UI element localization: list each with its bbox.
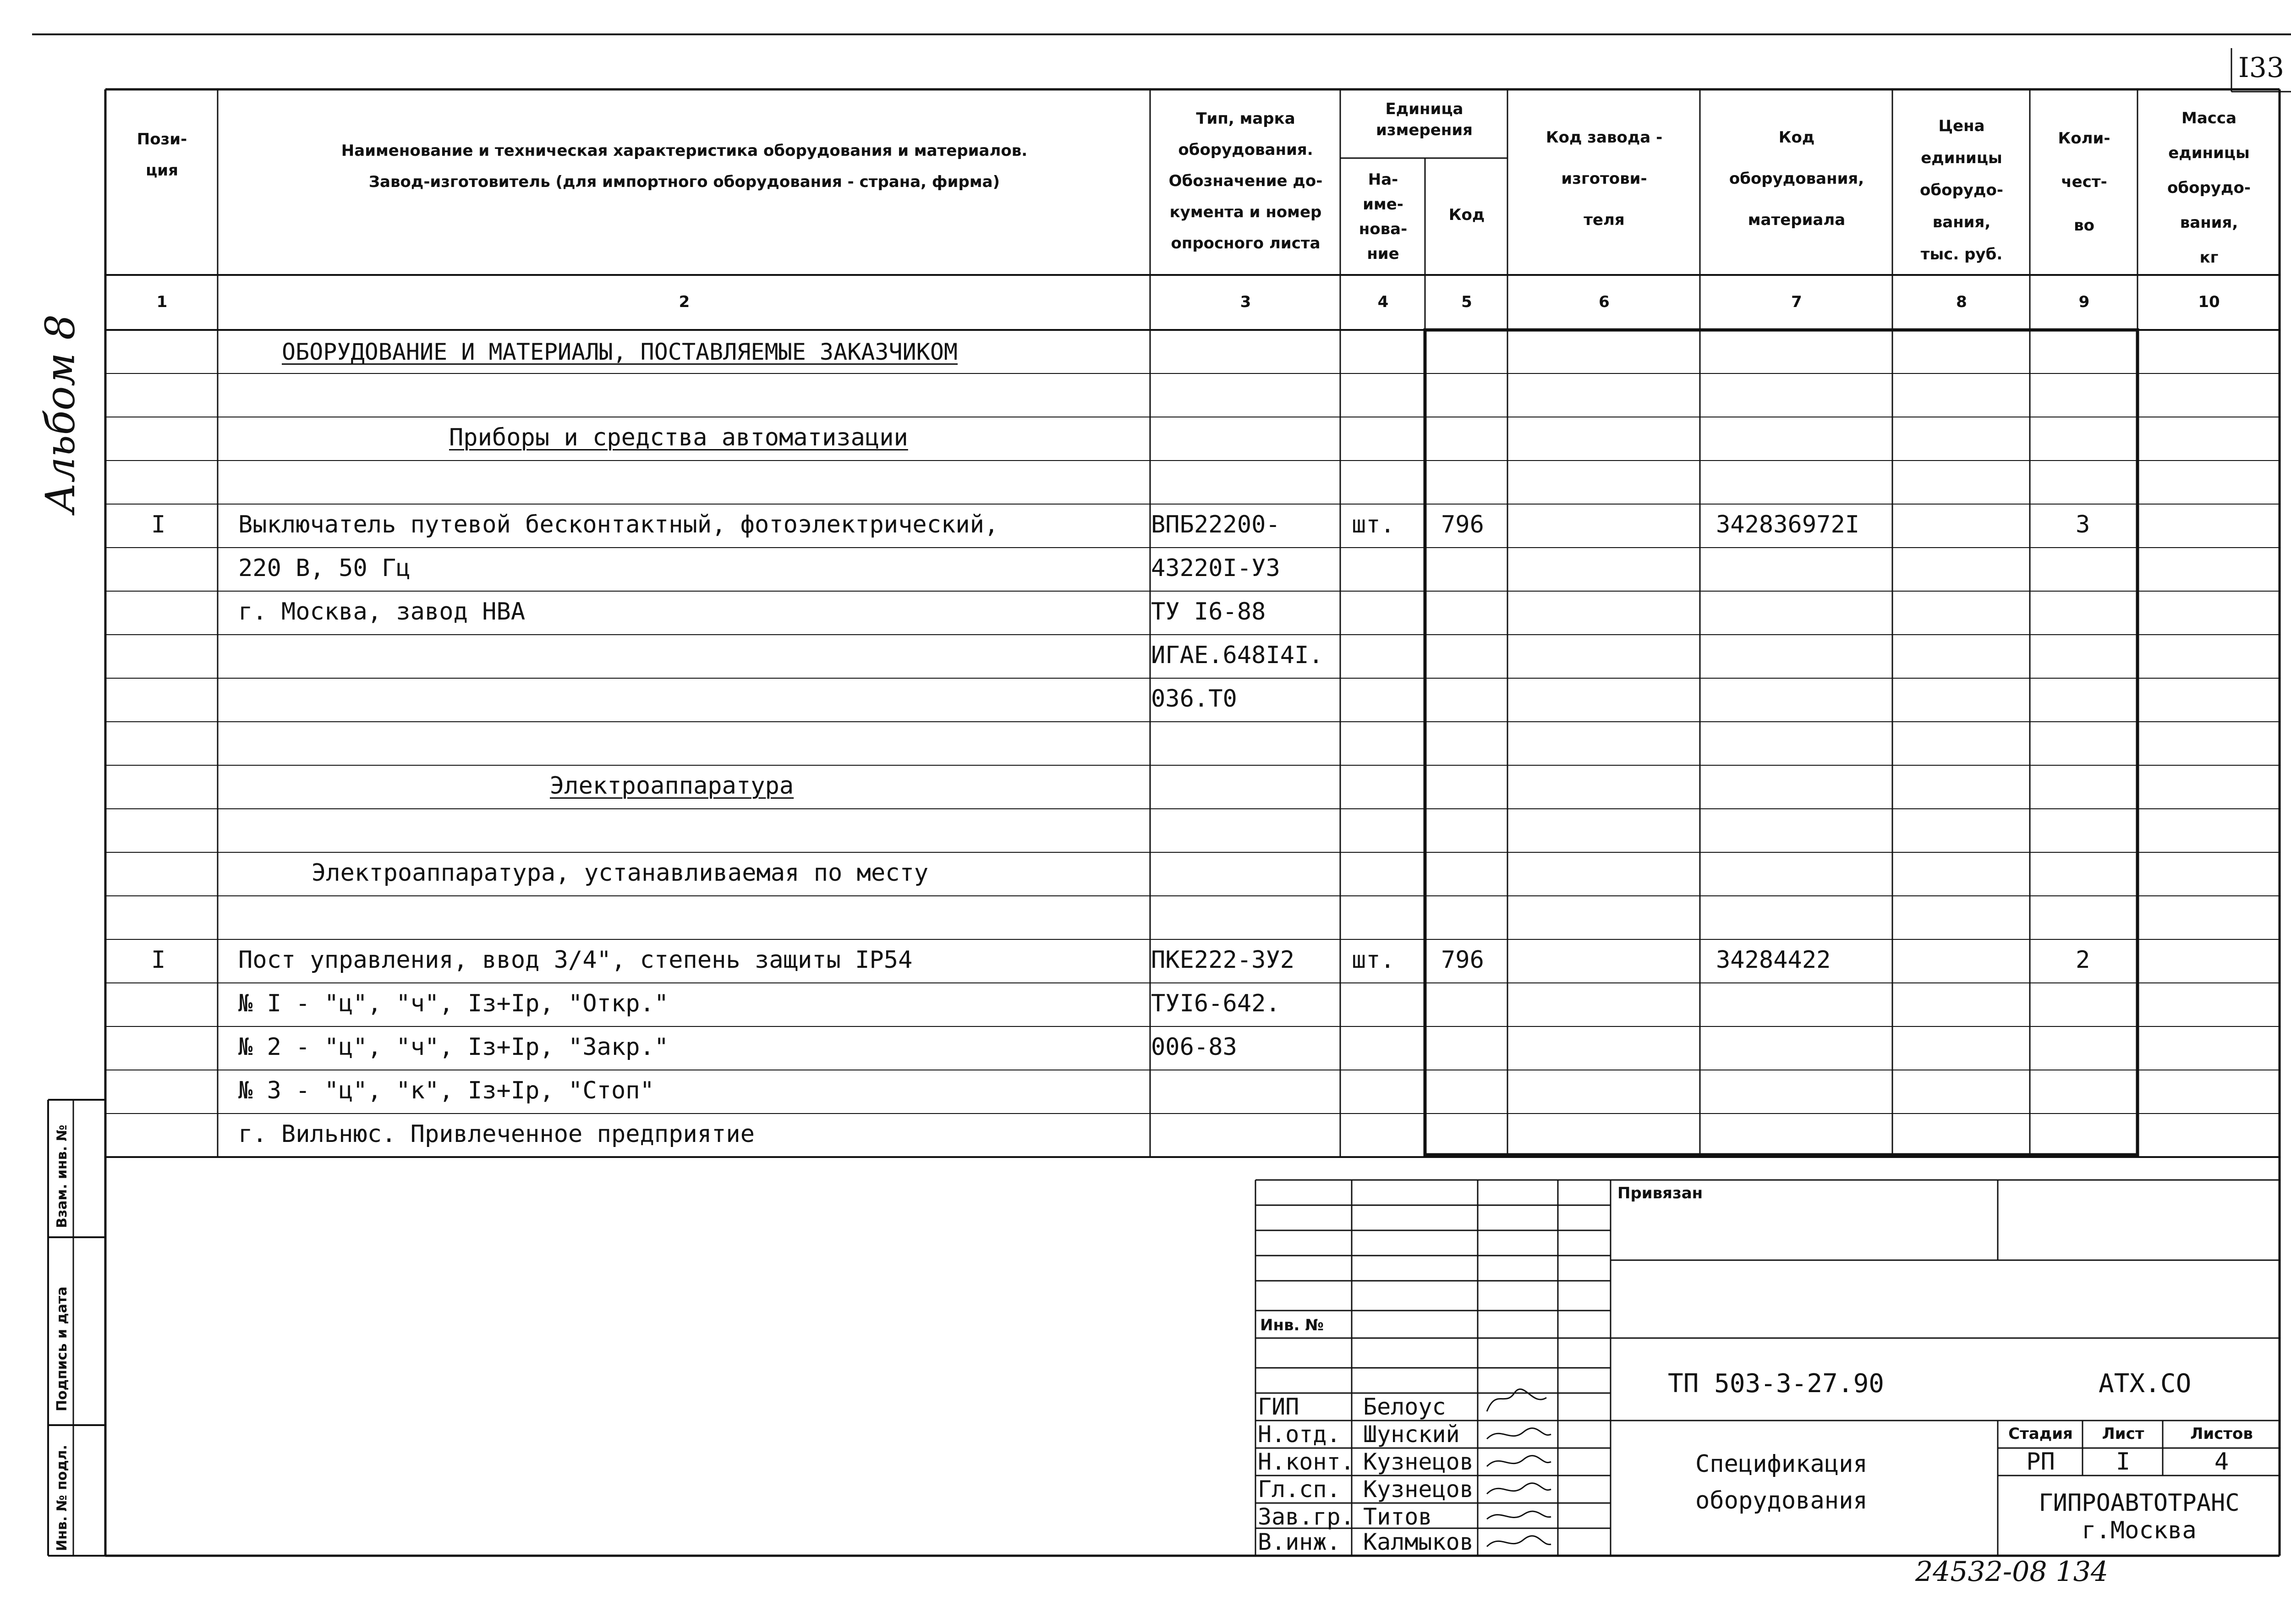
- stamp-name: Кузнецов: [1363, 1448, 1474, 1475]
- item1-type-line: 036.Т0: [1151, 685, 1237, 713]
- section-title-electro-local: Электроаппаратура, устанавливаемая по месту: [312, 859, 929, 887]
- stamp-doc-suffix: АТХ.СО: [2099, 1369, 2192, 1399]
- signature-mark: [1487, 1456, 1551, 1466]
- stamp-name: Титов: [1363, 1503, 1432, 1530]
- item1-name-line: 220 В, 50 Гц: [238, 554, 411, 582]
- item1-name-line: г. Москва, завод НВА: [238, 598, 526, 625]
- item2-type-line: ПКЕ222-3У2: [1151, 946, 1295, 974]
- item2-quantity: 2: [2076, 946, 2090, 974]
- side-stamp-inv-original: Инв. № подл.: [54, 1444, 70, 1551]
- stamp-role: В.инж.: [1258, 1529, 1341, 1555]
- col-number: 4: [1377, 293, 1389, 311]
- col10-header: Масса единицы оборудо- вания, кг: [2167, 109, 2251, 267]
- col-number: 8: [1956, 293, 1967, 311]
- col-number: 2: [679, 293, 690, 311]
- col4-header: На- име- нова- ние: [1359, 170, 1408, 263]
- item1-position: I: [151, 511, 166, 538]
- signature-mark: [1487, 1389, 1546, 1411]
- section-title-electro: Электроаппаратура: [550, 772, 794, 800]
- col-number: 10: [2198, 293, 2220, 311]
- item1-type-line: ВПБ22200-: [1151, 511, 1280, 538]
- item2-unit-code: 796: [1441, 946, 1484, 974]
- signature-marks: [1478, 1379, 1560, 1556]
- item1-unit: шт.: [1352, 511, 1395, 538]
- item1-equipment-code: 342836972I: [1716, 511, 1860, 538]
- item2-unit: шт.: [1352, 946, 1395, 974]
- item1-quantity: 3: [2076, 511, 2090, 538]
- col-number: 7: [1791, 293, 1802, 311]
- col9-header: Коли- чест- во: [2058, 129, 2110, 235]
- stamp-name: Кузнецов: [1363, 1476, 1474, 1503]
- stamp-name: Шунский: [1363, 1421, 1460, 1448]
- stamp-inv-no: Инв. №: [1260, 1316, 1324, 1334]
- col7-header: Код оборудования, материала: [1729, 128, 1864, 229]
- signature-mark: [1487, 1536, 1551, 1547]
- page-number: I33: [2238, 52, 2285, 84]
- stamp-title: Спецификация оборудования: [1695, 1450, 1868, 1514]
- stamp-role: Н.конт.: [1258, 1448, 1354, 1475]
- col5-header: Код: [1448, 206, 1485, 224]
- stamp-sheets-label: Листов: [2190, 1425, 2253, 1443]
- item1-type-line: ИГАЕ.648I4I.: [1151, 642, 1323, 669]
- stamp-role: Гл.сп.: [1258, 1476, 1341, 1503]
- col-number: 9: [2078, 293, 2090, 311]
- col1-header: Пози- ция: [137, 130, 187, 180]
- album-note: Альбом 8: [37, 314, 84, 513]
- col-number: 6: [1599, 293, 1610, 311]
- stamp-organization: ГИПРОАВТОТРАНС г.Москва: [2039, 1489, 2240, 1544]
- item2-name-line: № 2 - "ц", "ч", Iз+Iр, "Закр.": [238, 1033, 669, 1061]
- stamp-sheet-label: Лист: [2102, 1425, 2144, 1443]
- signature-mark: [1487, 1483, 1551, 1494]
- item1-unit-code: 796: [1441, 511, 1484, 538]
- side-stamp-inv-replace: Взам. инв. №: [54, 1125, 70, 1228]
- item2-type-line: 006-83: [1151, 1033, 1237, 1061]
- stamp-doc-code: ТП 503-3-27.90: [1668, 1369, 1885, 1399]
- col8-header: Цена единицы оборудо- вания, тыс. руб.: [1920, 117, 2003, 263]
- item2-name-line: г. Вильнюс. Привлеченное предприятие: [238, 1120, 755, 1148]
- item2-type-line: ТУI6-642.: [1151, 990, 1280, 1017]
- footer-note: 24532-08 134: [1915, 1556, 2109, 1588]
- item1-name-line: Выключатель путевой бесконтактный, фотоэлектрический,: [238, 511, 999, 538]
- item1-type-line: 43220I-У3: [1151, 554, 1280, 582]
- stamp-stage-label: Стадия: [2008, 1425, 2073, 1443]
- col6-header: Код завода - изготови- теля: [1546, 128, 1663, 229]
- signature-mark: [1487, 1511, 1551, 1519]
- stamp-role: ГИП: [1258, 1394, 1299, 1420]
- col45-group-header: Единица измерения: [1376, 100, 1473, 139]
- stamp-role: Зав.гр.: [1258, 1503, 1354, 1530]
- col2-header: Наименование и техническая характеристика оборудования и материалов. Завод-изготовитель (для импортного оборудования - страна, фирма): [341, 142, 1028, 191]
- col-number: 1: [156, 293, 168, 311]
- item2-name-line: Пост управления, ввод 3/4", степень защиты IP54: [238, 946, 913, 974]
- col-number: 3: [1240, 293, 1251, 311]
- stamp-name: Белоус: [1363, 1394, 1446, 1420]
- item1-type-line: ТУ I6-88: [1151, 598, 1266, 625]
- stamp-privyazan: Привязан: [1617, 1184, 1703, 1202]
- stamp-sheet: I: [2116, 1448, 2131, 1476]
- side-stamp-sign-date: Подпись и дата: [54, 1286, 70, 1411]
- signature-mark: [1487, 1428, 1551, 1439]
- stamp-name: Калмыков: [1363, 1529, 1474, 1555]
- item2-equipment-code: 34284422: [1716, 946, 1831, 974]
- item2-position: I: [151, 946, 166, 974]
- item2-name-line: № 3 - "ц", "к", Iз+Iр, "Стоп": [238, 1077, 654, 1104]
- stamp-role: Н.отд.: [1258, 1421, 1341, 1448]
- section-title-instruments: Приборы и средства автоматизации: [449, 424, 908, 451]
- section-title-main: ОБОРУДОВАНИЕ И МАТЕРИАЛЫ, ПОСТАВЛЯЕМЫЕ ЗАКАЗЧИКОМ: [282, 339, 958, 365]
- col3-header: Тип, марка оборудования. Обозначение до- кумента и номер опросного листа: [1168, 110, 1323, 252]
- stamp-sheets: 4: [2214, 1448, 2229, 1476]
- item2-name-line: № I - "ц", "ч", Iз+Iр, "Откр.": [238, 990, 669, 1017]
- stamp-stage: РП: [2026, 1448, 2055, 1476]
- col-number: 5: [1461, 293, 1472, 311]
